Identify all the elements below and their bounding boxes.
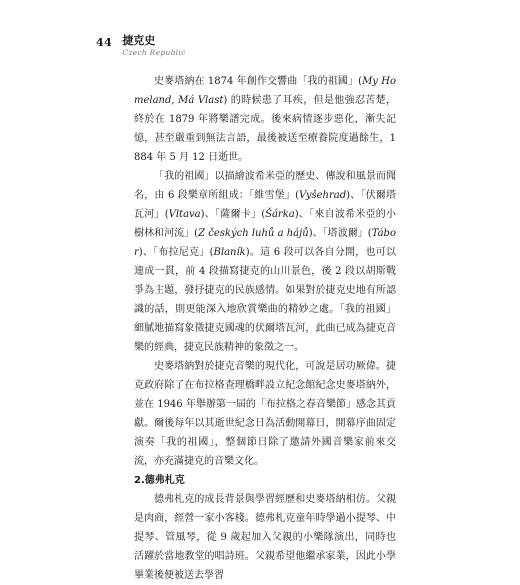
page-number: 44 bbox=[96, 36, 113, 49]
text-run: ) 的時候患了耳疾，但是他強忍苦楚，終於在 1879 年將樂譜完成。後來病情逐步惡化，漸失記憶，甚至嚴重到無法言語，最後被送至療養院度過餘生，1884 年 5 月 12 日逝世。 bbox=[134, 95, 396, 163]
italic-term: Z českých luhů a hájů bbox=[198, 228, 309, 239]
text-run: )、「伏爾塔瓦河」( bbox=[134, 190, 397, 220]
italic-term: Šárka bbox=[265, 209, 295, 220]
text-run: )、「薩爾卡」( bbox=[200, 209, 266, 220]
paragraph-3 bbox=[134, 357, 396, 471]
paragraph-1 bbox=[134, 72, 396, 167]
italic-term: Tábor bbox=[134, 228, 396, 258]
text-run: )、「塔波爾」( bbox=[308, 228, 372, 239]
book-title: 捷克史 bbox=[122, 34, 156, 47]
text-run: )。這 6 段可以各自分開，也可以連成一貫，前 4 段描寫捷克的山川景色，後 2 段以胡斯戰爭為主題，發抒捷克的民族感情。如果對於捷克史地有所認識的話，則更能深入地欣賞樂曲的精妙之處。「我的祖國」細膩地描寫象徵捷克國魂的伏爾塔瓦河，此曲已成為捷克音樂的經典，捷克民族精神的象徵之一。 bbox=[134, 247, 396, 353]
text-run: 史麥塔納對於捷克音樂的現代化，可說是居功厥偉。捷克政府除了在布拉格查理橋畔設立紀念館紀念史麥塔納外，並在 1946 年舉辦第一屆的「布拉格之春音樂節」感念其貢獻。爾後每年以其逝世紀念日為活動開幕日，開幕序曲固定演奏「我的祖國」，整個節日除了邀請外國音樂家前來交流，亦充滿捷克的音樂文化。 bbox=[134, 361, 396, 467]
text-run: 史麥塔納在 1874 年創作交響曲「我的祖國」( bbox=[154, 76, 363, 87]
running-header bbox=[96, 34, 186, 58]
section-heading: 2.德弗札克 bbox=[134, 475, 185, 486]
italic-term: Vyšehrad bbox=[299, 190, 347, 201]
paragraph-4: 德弗札克的成長背景與學習經歷和史麥塔納相仿。父親是肉商，經營一家小客棧。德弗札克童年時學過小提琴、中提琴、管風琴，從 9 歲起加入父親的小樂隊演出，同時也活躍於當地教堂的唱詩班。父親希望他繼承家業，因此小學畢業後便被送去學習 bbox=[134, 494, 396, 581]
text-run: )、「來自波希米亞的小樹林和河流」( bbox=[134, 209, 397, 239]
text-run: 「我的祖國」以描繪波希米亞的歷史、傳說和風景而聞名，由 6 段樂章所組成：「維雪堡」( bbox=[134, 171, 396, 201]
book-subtitle: Czech Republic bbox=[122, 48, 186, 57]
text-run: )、「布拉尼克」( bbox=[138, 247, 214, 258]
italic-term: Vltava bbox=[168, 209, 201, 220]
header-titles bbox=[122, 34, 185, 58]
body-text bbox=[134, 72, 396, 585]
italic-term: My Homeland, Má Vlast bbox=[134, 76, 396, 106]
paragraph-2 bbox=[134, 167, 396, 357]
italic-term: Blaník bbox=[213, 247, 246, 258]
